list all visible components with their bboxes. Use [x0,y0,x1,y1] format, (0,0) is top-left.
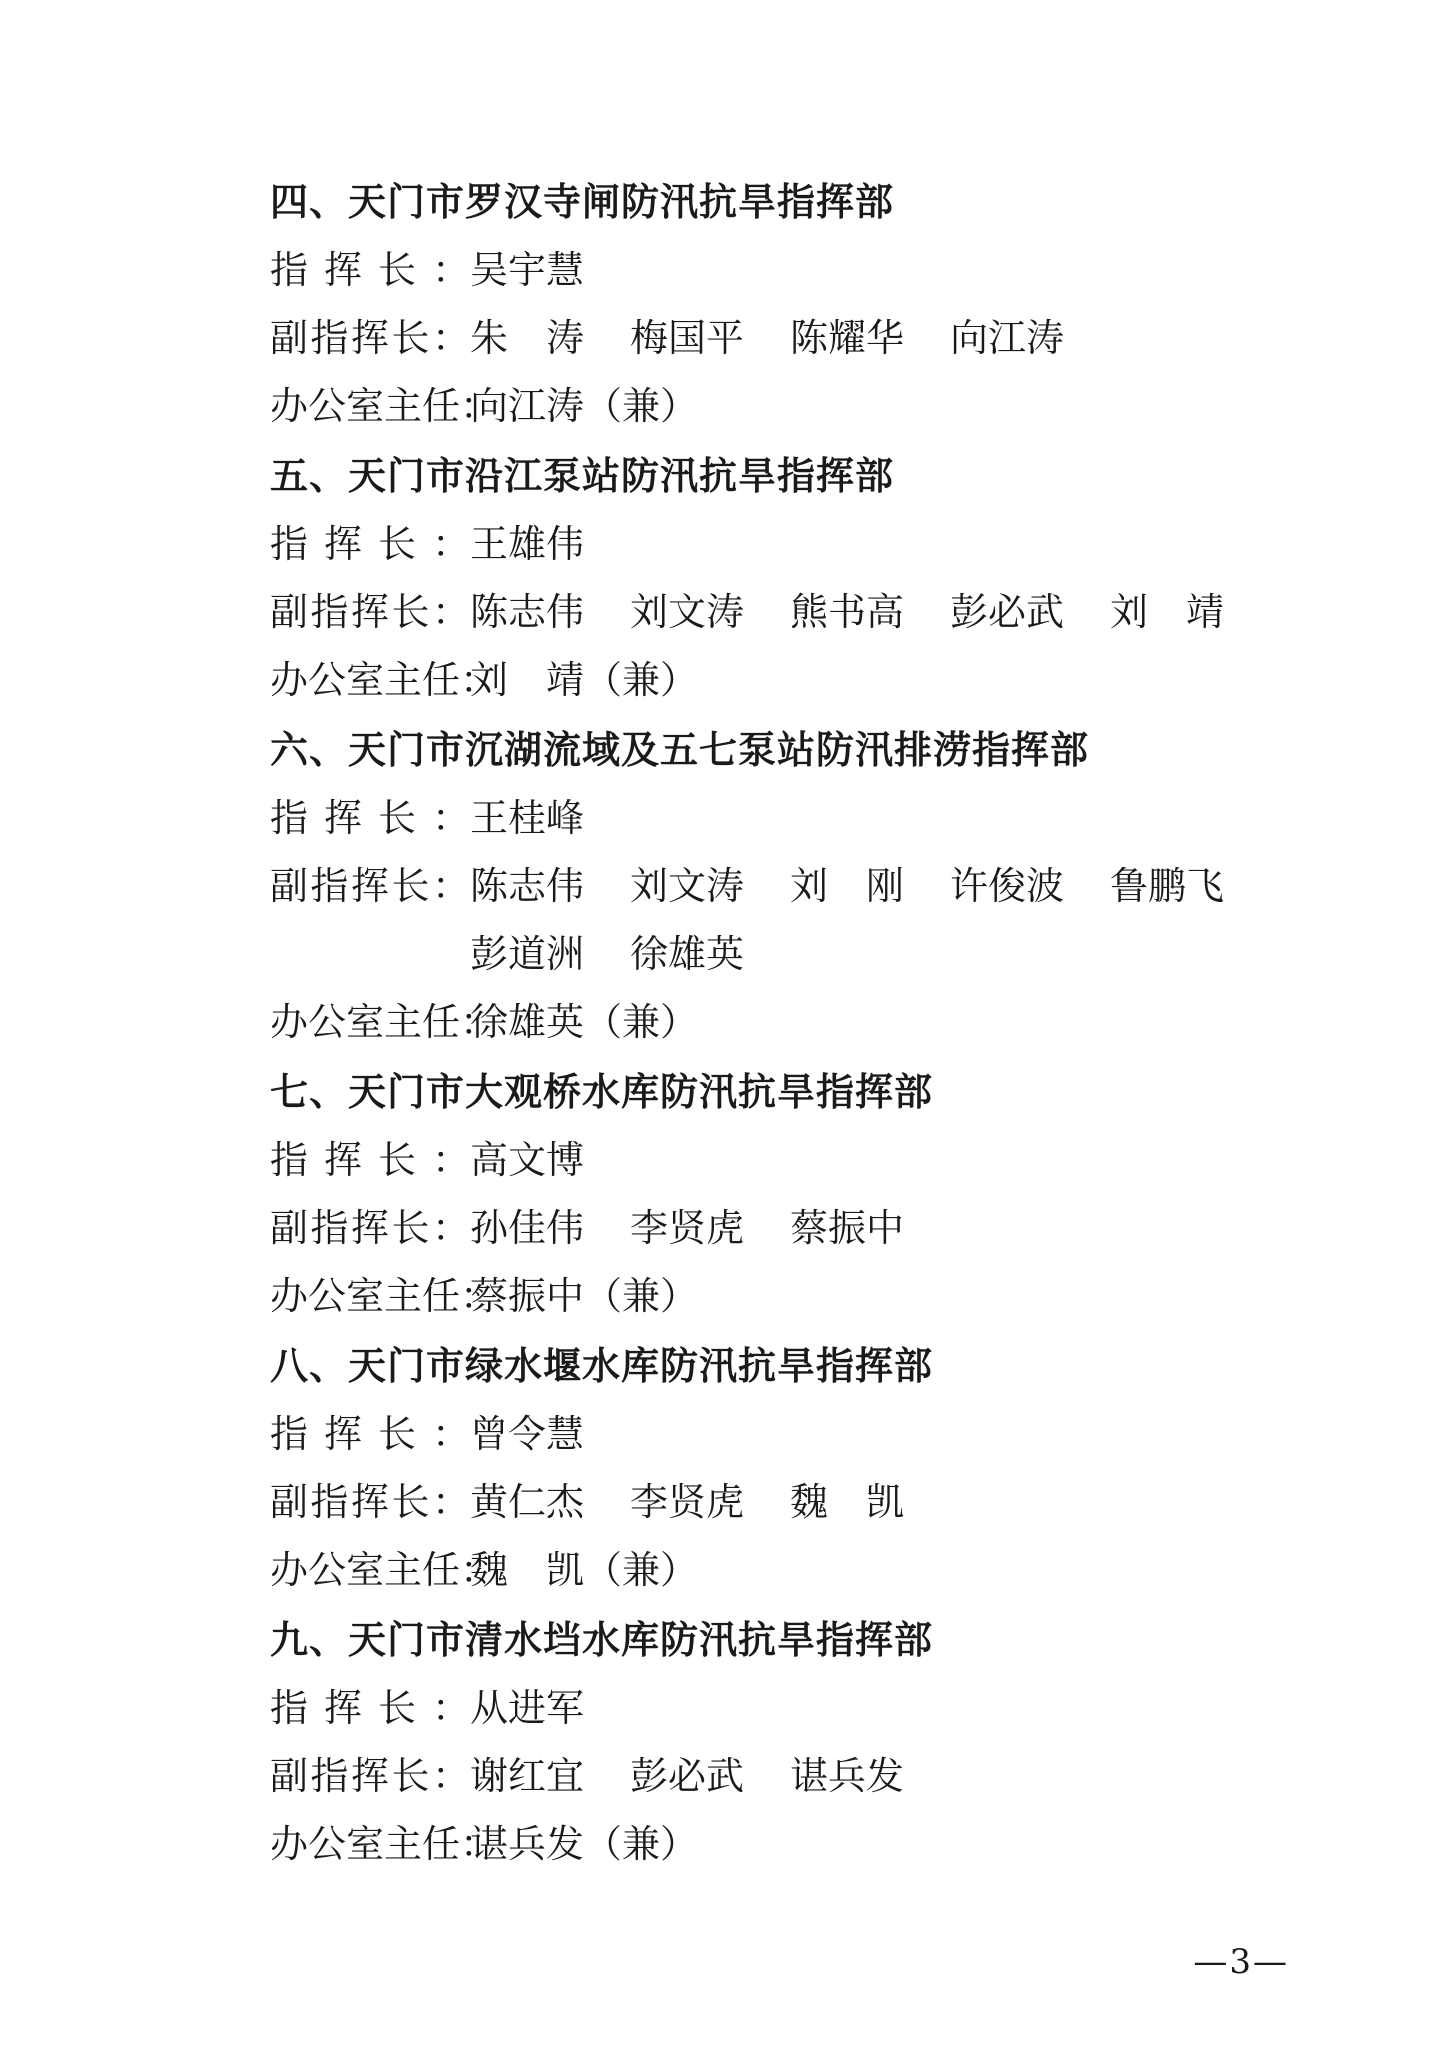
deputy-name: 鲁鹏飞 [1110,864,1225,908]
deputy-name: 李贤虎 [630,1206,745,1250]
deputy-name: 熊书高 [790,590,905,634]
office-label: 办公室主任： [270,1274,499,1318]
deputy-name: 许俊波 [950,864,1065,908]
commander-name: 王雄伟 [470,522,585,566]
commander-label: 指挥长： [270,1412,470,1456]
deputy-label: 副指挥长： [270,1206,470,1250]
deputy-row [270,1204,950,1252]
deputy-row [270,314,1110,362]
deputy-name: 彭必武 [950,590,1065,634]
office-suffix: （兼） [584,658,699,702]
deputy-name: 陈志伟 [470,590,585,634]
commander-name: 曾令慧 [470,1412,585,1456]
office-row [270,1546,698,1594]
office-label: 办公室主任： [270,1000,499,1044]
commander-name: 王桂峰 [470,796,585,840]
office-row [270,1272,698,1320]
deputy-names [470,1204,950,1252]
office-suffix: （兼） [584,1000,699,1044]
deputy-label: 副指挥长： [270,316,470,360]
deputy-name: 陈耀华 [790,316,905,360]
deputy-name: 谌兵发 [790,1754,905,1798]
commander-label: 指挥长： [270,796,470,840]
deputy-names [470,1478,950,1526]
deputy-name: 陈志伟 [470,864,585,908]
commander-name: 高文博 [470,1138,585,1182]
office-suffix: （兼） [584,1548,699,1592]
deputy-row [270,1478,950,1526]
deputy-name: 刘 刚 [790,864,905,908]
commander-label: 指挥长： [270,1686,470,1730]
deputy-row-continued [470,930,790,978]
office-name: 徐雄英 [470,1000,585,1044]
deputy-names [470,1752,950,1800]
commander-label: 指挥长： [270,248,470,292]
commander-row [270,1410,630,1458]
commander-name: 吴宇慧 [470,248,585,292]
deputy-name: 朱 涛 [470,316,585,360]
office-name: 谌兵发 [470,1822,585,1866]
section-heading: 四、天门市罗汉寺闸防汛抗旱指挥部 [270,180,895,224]
deputy-name: 孙佳伟 [470,1206,585,1250]
deputy-name: 梅国平 [630,316,745,360]
office-name: 刘 靖 [470,658,585,702]
commander-label: 指挥长： [270,522,470,566]
deputy-label: 副指挥长： [270,1480,470,1524]
deputy-name: 刘文涛 [630,864,745,908]
deputy-name: 谢红宜 [470,1754,585,1798]
commander-row [270,1136,630,1184]
office-suffix: （兼） [584,384,699,428]
page-number: —3— [1193,1942,1289,1982]
section-heading: 五、天门市沿江泵站防汛抗旱指挥部 [270,454,895,498]
deputy-name: 刘文涛 [630,590,745,634]
section-heading: 九、天门市清水垱水库防汛抗旱指挥部 [270,1618,934,1662]
commander-row [270,1684,630,1732]
deputy-row [270,1752,950,1800]
deputy-label: 副指挥长： [270,590,470,634]
deputy-names [470,588,1270,636]
office-row [270,1820,698,1868]
deputy-name: 彭道洲 [470,932,585,976]
office-row [270,998,698,1046]
deputy-names [470,862,1270,910]
deputy-name: 向江涛 [950,316,1065,360]
section-heading: 七、天门市大观桥水库防汛抗旱指挥部 [270,1070,934,1114]
deputy-name: 李贤虎 [630,1480,745,1524]
office-suffix: （兼） [584,1822,699,1866]
deputy-name: 徐雄英 [630,932,745,976]
office-name: 蔡振中 [470,1274,585,1318]
deputy-label: 副指挥长： [270,1754,470,1798]
office-label: 办公室主任： [270,1548,499,1592]
commander-name: 从进军 [470,1686,585,1730]
commander-row [270,520,630,568]
commander-row [270,246,630,294]
deputy-names [470,314,1110,362]
office-suffix: （兼） [584,1274,699,1318]
commander-row [270,794,630,842]
deputy-name: 黄仁杰 [470,1480,585,1524]
office-label: 办公室主任： [270,384,499,428]
section-heading: 八、天门市绿水堰水库防汛抗旱指挥部 [270,1344,934,1388]
office-row [270,656,698,704]
office-row [270,382,698,430]
office-label: 办公室主任： [270,658,499,702]
office-name: 魏 凯 [470,1548,585,1592]
commander-label: 指挥长： [270,1138,470,1182]
section-heading: 六、天门市沉湖流域及五七泵站防汛排涝指挥部 [270,728,1090,772]
deputy-name: 刘 靖 [1110,590,1225,634]
office-name: 向江涛 [470,384,585,428]
deputy-row [270,862,1270,910]
office-label: 办公室主任： [270,1822,499,1866]
deputy-label: 副指挥长： [270,864,470,908]
deputy-name: 蔡振中 [790,1206,905,1250]
deputy-row [270,588,1270,636]
deputy-name: 彭必武 [630,1754,745,1798]
deputy-name: 魏 凯 [790,1480,905,1524]
